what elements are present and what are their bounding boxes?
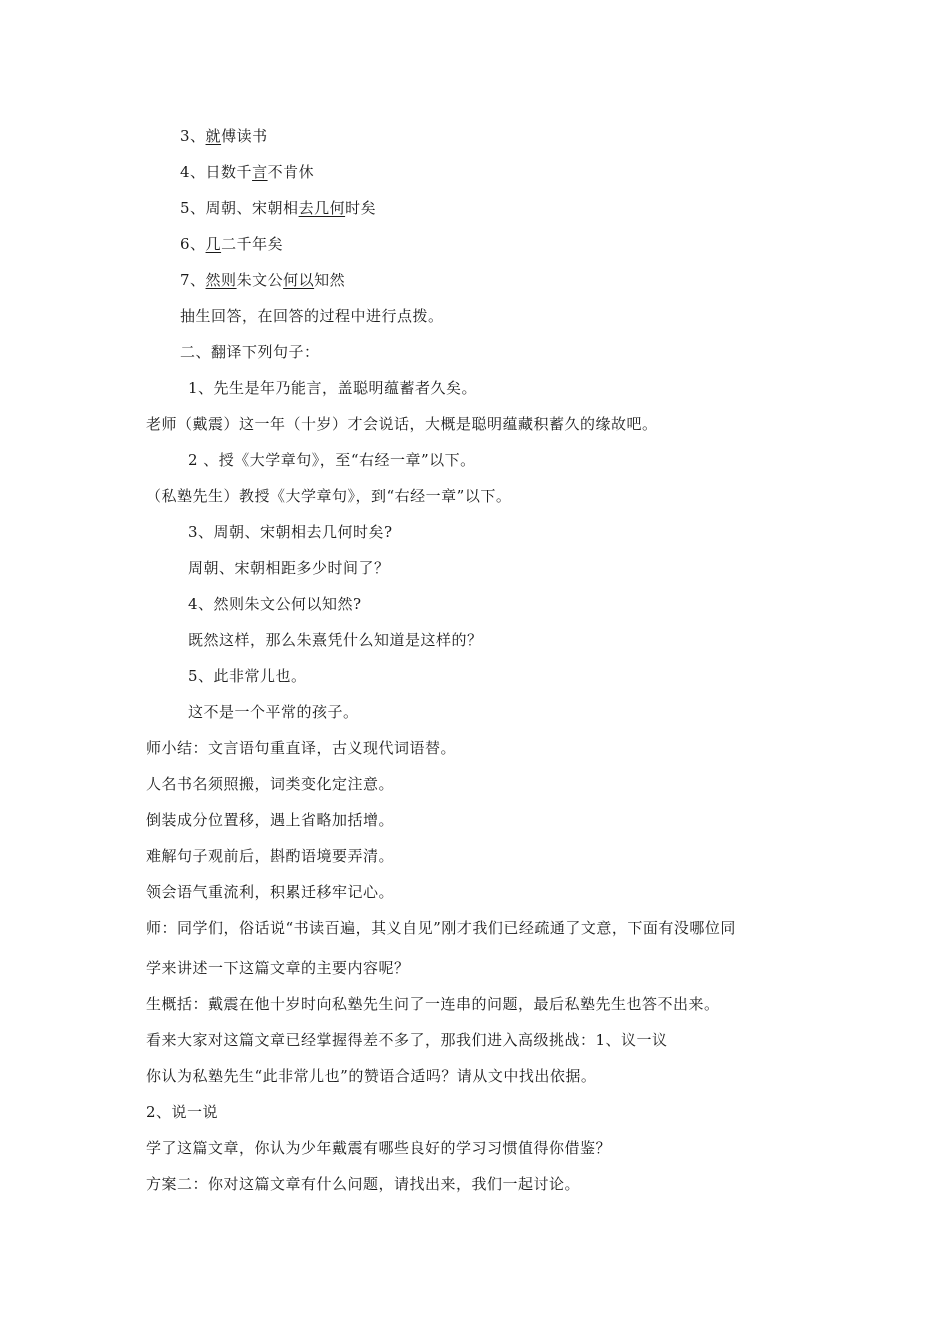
vocab-item-3-number: 3、 [180,127,206,145]
vocab-item-4-text-b: 不肯休 [267,163,315,181]
vocab-item-7 [180,270,345,290]
summary-line-1: 师小结：文言语句重直译，古义现代词语替。 [146,739,457,757]
vocab-item-4-number: 4、 [180,163,206,181]
translation-3-source: 3、周朝、宋朝相去几何时矣? [188,523,393,541]
translation-2-source: 2 、授《大学章句》，至“右经一章”以下。 [188,451,476,469]
translation-5-target: 这不是一个平常的孩子。 [188,703,359,721]
student-summary: 生概括：戴震在他十岁时向私塾先生问了一连串的问题，最后私塾先生也答不出来。 [146,995,720,1013]
vocab-item-5 [180,198,376,218]
vocab-item-3-underlined: 就 [205,127,222,145]
vocab-item-3 [180,126,268,146]
translation-2-target: （私塾先生）教授《大学章句》，到“右经一章”以下。 [146,487,512,505]
vocab-item-5-text-b: 时矣 [345,199,377,217]
vocab-item-5-number: 5、 [180,199,206,217]
translation-1-source: 1、先生是年乃能言，盖聪明蕴蓄者久矣。 [188,379,478,397]
challenge-question-2: 学了这篇文章，你认为少年戴震有哪些良好的学习习惯值得你借鉴？ [146,1139,612,1157]
vocab-item-6-underlined: 几 [205,235,222,253]
section-two-heading: 二、翻译下列句子： [180,343,320,361]
translation-5-source: 5、此非常儿也。 [188,667,307,685]
vocab-item-6-number: 6、 [180,235,206,253]
vocab-item-7-underlined-a: 然则 [205,271,237,289]
summary-line-5: 领会语气重流利，积累迁移牢记心。 [146,883,395,901]
teacher-prompt-line-1: 师：同学们，俗话说“书读百遍，其义自见”刚才我们已经疏通了文意，下面有没哪位同 [146,919,736,937]
vocab-item-3-text: 傅读书 [221,127,268,145]
translation-3-target: 周朝、宋朝相距多少时间了？ [188,559,390,577]
summary-line-2: 人名书名须照搬，词类变化定注意。 [146,775,395,793]
vocab-item-7-text-a: 朱文公 [236,271,284,289]
teacher-prompt-line-2: 学来讲述一下这篇文章的主要内容呢？ [146,959,410,977]
summary-line-3: 倒装成分位置移，遇上省略加括增。 [146,811,395,829]
challenge-2-heading: 2、说一说 [146,1103,219,1121]
vocab-item-4-underlined: 言 [252,163,268,181]
vocab-note: 抽生回答，在回答的过程中进行点拨。 [180,307,444,325]
vocab-item-4 [180,162,314,182]
vocab-item-5-text-a: 周朝、宋朝相 [205,199,299,217]
translation-4-source: 4、然则朱文公何以知然? [188,595,362,613]
vocab-item-6-text: 二千年矣 [221,235,284,253]
vocab-item-7-text-b: 知然 [314,271,346,289]
translation-4-target: 既然这样，那么朱熹凭什么知道是这样的？ [188,631,483,649]
challenge-question-1: 你认为私塾先生“此非常儿也”的赞语合适吗？请从文中找出依据。 [146,1067,597,1085]
summary-line-4: 难解句子观前后，斟酌语境要弄清。 [146,847,395,865]
vocab-item-6 [180,234,283,254]
challenge-intro: 看来大家对这篇文章已经掌握得差不多了，那我们进入高级挑战：1、议一议 [146,1031,668,1049]
vocab-item-4-text-a: 日数千 [205,163,253,181]
vocab-item-5-underlined: 去几何 [298,199,346,217]
plan-two: 方案二：你对这篇文章有什么问题，请找出来，我们一起讨论。 [146,1175,581,1193]
translation-1-target: 老师（戴震）这一年（十岁）才会说话，大概是聪明蕴藏积蓄久的缘故吧。 [146,415,658,433]
vocab-item-7-underlined-b: 何以 [283,271,315,289]
vocab-item-7-number: 7、 [180,271,206,289]
